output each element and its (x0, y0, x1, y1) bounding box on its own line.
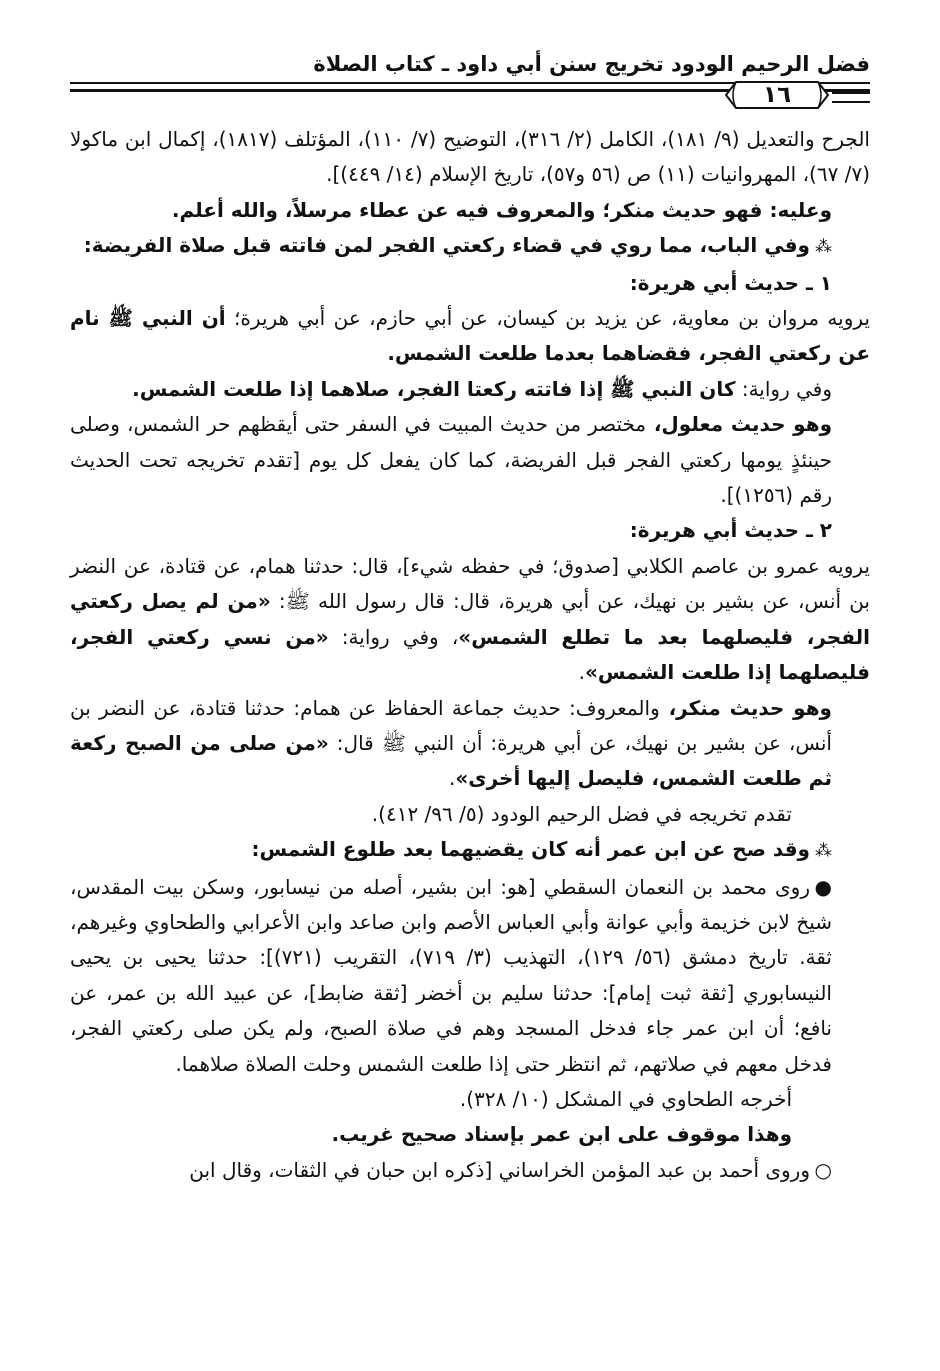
bullet-icon: ● (814, 874, 832, 899)
paragraph (70, 1153, 870, 1188)
text-run: . (448, 766, 456, 791)
text-run: الجرح والتعديل (٩/ ١٨١)، الكامل (٢/ ٣١٦)، التوضيح (٧/ ١١٠)، المؤتلف (١٨١٧)، إكمال ابن ماكولا (٧/ ٦٧)، المهروانيات (١١) ص (٥٦ و٥٧)، تاريخ الإسلام (١٤/ ٤٤٩)]. (70, 127, 870, 187)
paragraph (70, 1117, 870, 1152)
bullet-icon: ○ (814, 1157, 832, 1182)
paragraph (70, 122, 870, 193)
paragraph (70, 1082, 870, 1117)
page-number-badge (722, 78, 832, 112)
paragraph (70, 228, 870, 265)
paragraph (70, 407, 870, 513)
paragraph (70, 266, 870, 301)
section-marker-icon: ⁂ (815, 237, 832, 258)
paragraph (70, 513, 870, 548)
paragraph (70, 193, 870, 228)
bold-text: وهذا موقوف على ابن عمر بإسناد صحيح غريب. (331, 1122, 792, 1147)
paragraph (70, 832, 870, 869)
bold-text: كان النبي ﷺ إذا فاتته ركعتا الفجر، صلاهما إذا طلعت الشمس. (132, 376, 736, 401)
page-number-ornament (722, 78, 870, 114)
page-number-rule (832, 92, 870, 103)
bold-text: وهو حديث منكر، (659, 695, 832, 720)
bold-text: وفي الباب، مما روي في قضاء ركعتي الفجر لمن فاتته قبل صلاة الفريضة: (83, 233, 810, 258)
bold-text: «من لم يصل ركعتي الفجر، فليصلهما بعد ما تطلع الشمس» (70, 589, 870, 649)
paragraph (70, 691, 870, 797)
bold-text: «من نسي ركعتي الفجر، فليصلهما إذا طلعت الشمس» (70, 624, 870, 685)
text-run: والمعروف: حديث جماعة الحفاظ عن همام: حدثنا قتادة، عن النضر بن أنس، عن بشير بن نهيك، عن أبي هريرة: أن النبي ﷺ قال: (70, 695, 832, 755)
text-run: وروى أحمد بن عبد المؤمن الخراساني [ذكره ابن حبان في الثقات، وقال ابن (189, 1157, 810, 1182)
paragraph (70, 301, 870, 372)
main-text (70, 122, 870, 1188)
text-run: يرويه عمرو بن عاصم الكلابي [صدوق؛ في حفظه شيء]، قال: حدثنا همام، عن قتادة، عن النضر بن أنس، عن بشير بن نهيك، عن أبي هريرة، قال: قال رسول الله ﷺ: (70, 553, 870, 614)
bold-text: ١ ـ حديث أبي هريرة: (629, 270, 832, 295)
bold-text: وعليه: فهو حديث منكر؛ والمعروف فيه عن عطاء مرسلاً، والله أعلم. (171, 197, 832, 222)
bold-text: ٢ ـ حديث أبي هريرة: (629, 518, 832, 543)
bold-text: وقد صح عن ابن عمر أنه كان يقضيهما بعد طلوع الشمس: (251, 837, 810, 862)
text-run: وفي رواية: (735, 376, 832, 401)
header-title: فضل الرحيم الودود تخريج سنن أبي داود ـ كتاب الصلاة (313, 52, 870, 76)
paragraph (70, 797, 870, 832)
page-number: ١٦ (762, 82, 792, 108)
text-run: . (578, 660, 585, 685)
paragraph (70, 549, 870, 691)
section-marker-icon: ⁂ (815, 841, 832, 862)
bold-text: وهو حديث معلول، (646, 412, 833, 437)
text-run: يرويه مروان بن معاوية، عن يزيد بن كيسان، عن أبي حازم، عن أبي هريرة؛ (225, 306, 870, 331)
paragraph (70, 372, 870, 407)
paragraph (70, 870, 870, 1082)
text-run: تقدم تخريجه في فضل الرحيم الودود (٥/ ٩٦/ ٤١٢). (371, 801, 792, 826)
text-run: ، وفي رواية: (328, 624, 459, 649)
bold-text: «من صلى من الصبح ركعة ثم طلعت الشمس، فليصل إليها أخرى» (70, 730, 832, 791)
text-run: روى محمد بن النعمان السقطي [هو: ابن بشير، أصله من نيسابور، وسكن بيت المقدس، شيخ لابن خزيمة وأبي عوانة وأبي العباس الأصم وابن صاعد وابن الأعرابي والطحاوي وغيرهم، ثقة. تاريخ دمشق (٥٦/ ١٢٩)، التهذيب (٣/ ٧١٩)، التقريب (٧٢١)]: حدثنا يحيى بن يحيى النيسابوري [ثقة ثبت إمام]: حدثنا سليم بن أخضر [ثقة ضابط]، عن عبيد الله بن عمر، عن نافع؛ أن ابن عمر جاء فدخل المسجد وهم في صلاة الصبح، ولم يكن صلى ركعتي الفجر، فدخل معهم في صلاتهم، ثم انتظر حتى إذا طلعت الشمس وحلت الصلاة صلاهما. (70, 874, 832, 1076)
text-run: أخرجه الطحاوي في المشكل (١٠/ ٣٢٨). (459, 1086, 792, 1111)
text-run: مختصر من حديث المبيت في السفر حتى أيقظهم حر الشمس، وصلى حينئذٍ يومها ركعتي الفجر قبل الفريضة، كما كان يفعل كل يوم [تقدم تخريجه تحت الحديث رقم (١٢٥٦)]. (70, 412, 832, 508)
bold-text: أن النبي ﷺ نام عن ركعتي الفجر، فقضاهما بعدما طلعت الشمس. (70, 306, 870, 366)
